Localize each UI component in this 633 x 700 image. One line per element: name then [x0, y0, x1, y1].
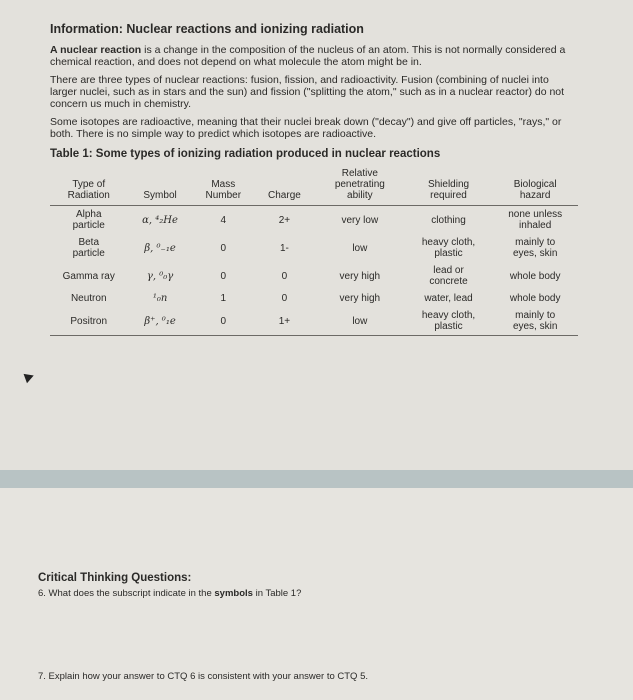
cell-symbol: γ, ⁰₀γ: [146, 270, 174, 282]
header-mass-number: Mass Number: [193, 166, 254, 206]
cell-hazard: none unless inhaled: [508, 209, 563, 231]
table-header-row: [50, 166, 578, 206]
header-biological-hazard: Biological hazard: [492, 166, 578, 206]
cell-charge: 0: [281, 270, 288, 282]
paragraph-radioactive-isotopes: Some isotopes are radioactive, meaning that their nuclei break down ("decay") and give off particles, "rays," or both. There is no simple way to predict which isotopes are radioactive.: [50, 116, 562, 140]
cell-penetrating: very low: [341, 214, 379, 226]
radiation-table: [50, 166, 578, 336]
table-row: [50, 307, 578, 336]
cell-penetrating: low: [352, 242, 368, 254]
cell-penetrating: very high: [339, 293, 381, 304]
cell-symbol: α, ⁴₂He: [142, 214, 178, 226]
table-row: [50, 262, 578, 290]
cell-mass: 4: [220, 214, 227, 226]
cell-charge: 2+: [278, 214, 291, 226]
cell-shielding: water, lead: [424, 293, 473, 304]
cell-shielding: heavy cloth, plastic: [421, 237, 476, 259]
question-7: 7. Explain how your answer to CTQ 6 is consistent with your answer to CTQ 5.: [38, 671, 368, 682]
cell-hazard: whole body: [509, 270, 561, 282]
header-symbol: Symbol: [127, 166, 192, 206]
section-heading: Information: Nuclear reactions and ionizing radiation: [50, 22, 364, 36]
cell-shielding: heavy cloth, plastic: [405, 307, 493, 336]
term-nuclear-reaction: A nuclear reaction: [50, 44, 142, 56]
cell-penetrating: low: [315, 307, 405, 336]
table-row: [50, 234, 578, 262]
table-caption: Table 1: Some types of ionizing radiation produced in nuclear reactions: [50, 148, 441, 160]
cell-mass: 1: [220, 293, 227, 304]
cell-type: Beta particle: [72, 237, 105, 259]
paragraph-nuclear-reaction: [50, 44, 575, 68]
cell-symbol: ¹₀n: [152, 293, 168, 304]
cell-hazard: whole body: [509, 293, 561, 304]
table-row: [50, 290, 578, 307]
cell-shielding: clothing: [431, 214, 466, 226]
cell-type: Alpha particle: [72, 209, 105, 231]
cell-type: Gamma ray: [62, 270, 115, 282]
cell-hazard: mainly to eyes, skin: [492, 307, 578, 336]
cell-mass: 0: [220, 270, 227, 282]
cell-type: Neutron: [70, 293, 107, 304]
cell-mass: 0: [220, 242, 227, 254]
header-shielding: Shielding required: [405, 166, 493, 206]
cell-shielding: lead or concrete: [429, 265, 468, 287]
cell-symbol: β⁺, ⁰₁e: [127, 307, 192, 336]
cell-charge: 1+: [254, 307, 315, 336]
table-row: [50, 206, 578, 235]
cell-penetrating: very high: [339, 270, 381, 282]
header-type: Type of Radiation: [50, 166, 127, 206]
cell-charge: 0: [281, 293, 288, 304]
information-section: [50, 22, 575, 336]
cell-mass: 0: [193, 307, 254, 336]
cell-hazard: mainly to eyes, skin: [512, 237, 558, 259]
header-charge: Charge: [254, 166, 315, 206]
page-divider-band: [0, 470, 633, 488]
cell-symbol: β, ⁰₋₁e: [144, 242, 176, 254]
question-6: 6. What does the subscript indicate in the symbols in Table 1?: [38, 588, 302, 599]
ctq-heading: Critical Thinking Questions:: [38, 572, 192, 584]
cell-charge: 1-: [279, 242, 289, 254]
header-penetrating-ability: Relative penetrating ability: [315, 166, 405, 206]
paragraph-reaction-types: There are three types of nuclear reactions: fusion, fission, and radioactivity. Fusion (combining of nuclei into larger nuclei, such as in stars and the sun) and fission ("splitting the atom," such as in a nuclear reactor) do not concern us much in chemistry.: [50, 74, 565, 110]
paragraph-text: is a change in the composition of the nucleus of an atom. This is not normally considered a chemical reaction, and does not depend on what molecule the atom might be in.: [50, 44, 566, 68]
cell-type: Positron: [50, 307, 127, 336]
